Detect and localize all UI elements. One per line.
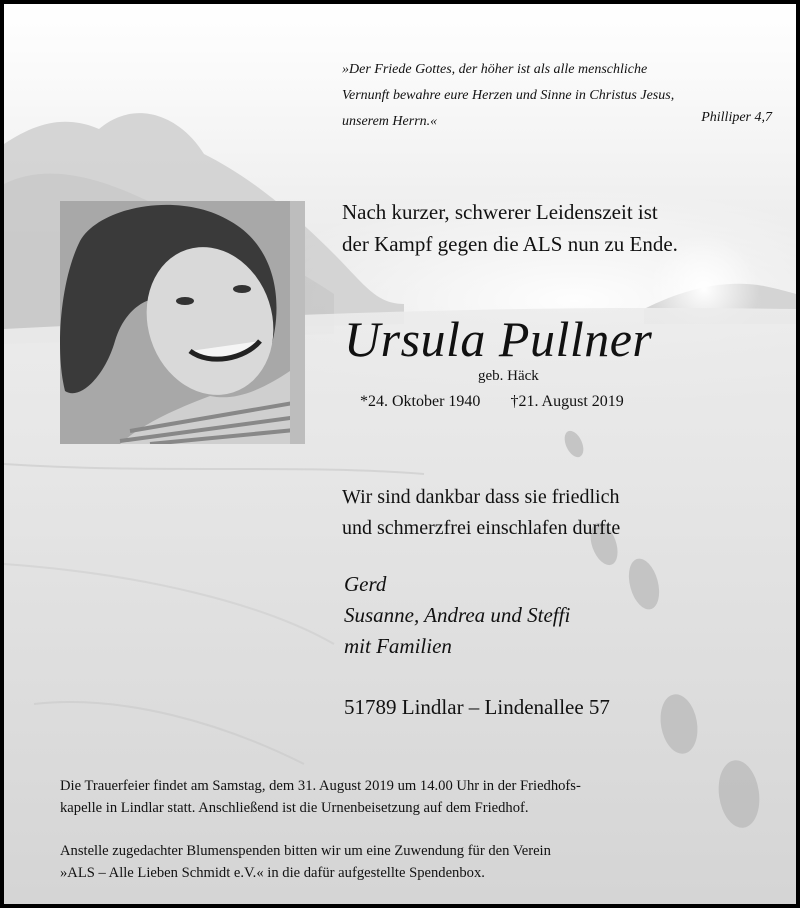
life-dates	[360, 393, 624, 411]
verse-reference: Philliper 4,7	[701, 110, 772, 125]
maiden-name: geb. Häck	[478, 368, 539, 384]
mourners-list	[344, 569, 570, 662]
donation-notice	[60, 840, 760, 884]
funeral-line: kapelle in Lindlar statt. Anschließend ist die Urnenbeisetzung auf dem Friedhof.	[60, 800, 529, 816]
death-date: †21. August 2019	[510, 393, 624, 410]
beach-background-image	[4, 4, 796, 904]
funeral-notice	[60, 775, 760, 819]
funeral-line: Die Trauerfeier findet am Samstag, dem 31. August 2019 um 14.00 Uhr in der Friedhofs-	[60, 778, 581, 794]
verse-line: »Der Friede Gottes, der höher ist als alle menschliche	[342, 62, 648, 77]
verse-line: Vernunft bewahre eure Herzen und Sinne in Christus Jesus,	[342, 88, 675, 103]
mourner-line: Gerd	[344, 572, 387, 596]
portrait-photo	[60, 201, 305, 444]
deceased-name: Ursula Pullner	[344, 311, 653, 367]
portrait-photo-icon	[60, 201, 305, 444]
intro-text	[342, 196, 762, 260]
mourner-line: Susanne, Andrea und Steffi	[344, 603, 571, 627]
donation-line: Anstelle zugedachter Blumenspenden bitten wir um eine Zuwendung für den Verein	[60, 843, 551, 859]
intro-line: Nach kurzer, schwerer Leidenszeit ist	[342, 200, 658, 224]
gratitude-line: und schmerzfrei einschlafen durfte	[342, 517, 621, 539]
family-address: 51789 Lindlar – Lindenallee 57	[344, 695, 610, 719]
gratitude-line: Wir sind dankbar dass sie friedlich	[342, 486, 620, 508]
verse-line: unserem Herrn.«	[342, 114, 438, 129]
gratitude-text	[342, 482, 772, 544]
birth-date: *24. Oktober 1940	[360, 393, 481, 410]
donation-line: »ALS – Alle Lieben Schmidt e.V.« in die dafür aufgestellte Spendenbox.	[60, 865, 485, 881]
mourner-line: mit Familien	[344, 634, 452, 658]
intro-line: der Kampf gegen die ALS nun zu Ende.	[342, 232, 678, 256]
